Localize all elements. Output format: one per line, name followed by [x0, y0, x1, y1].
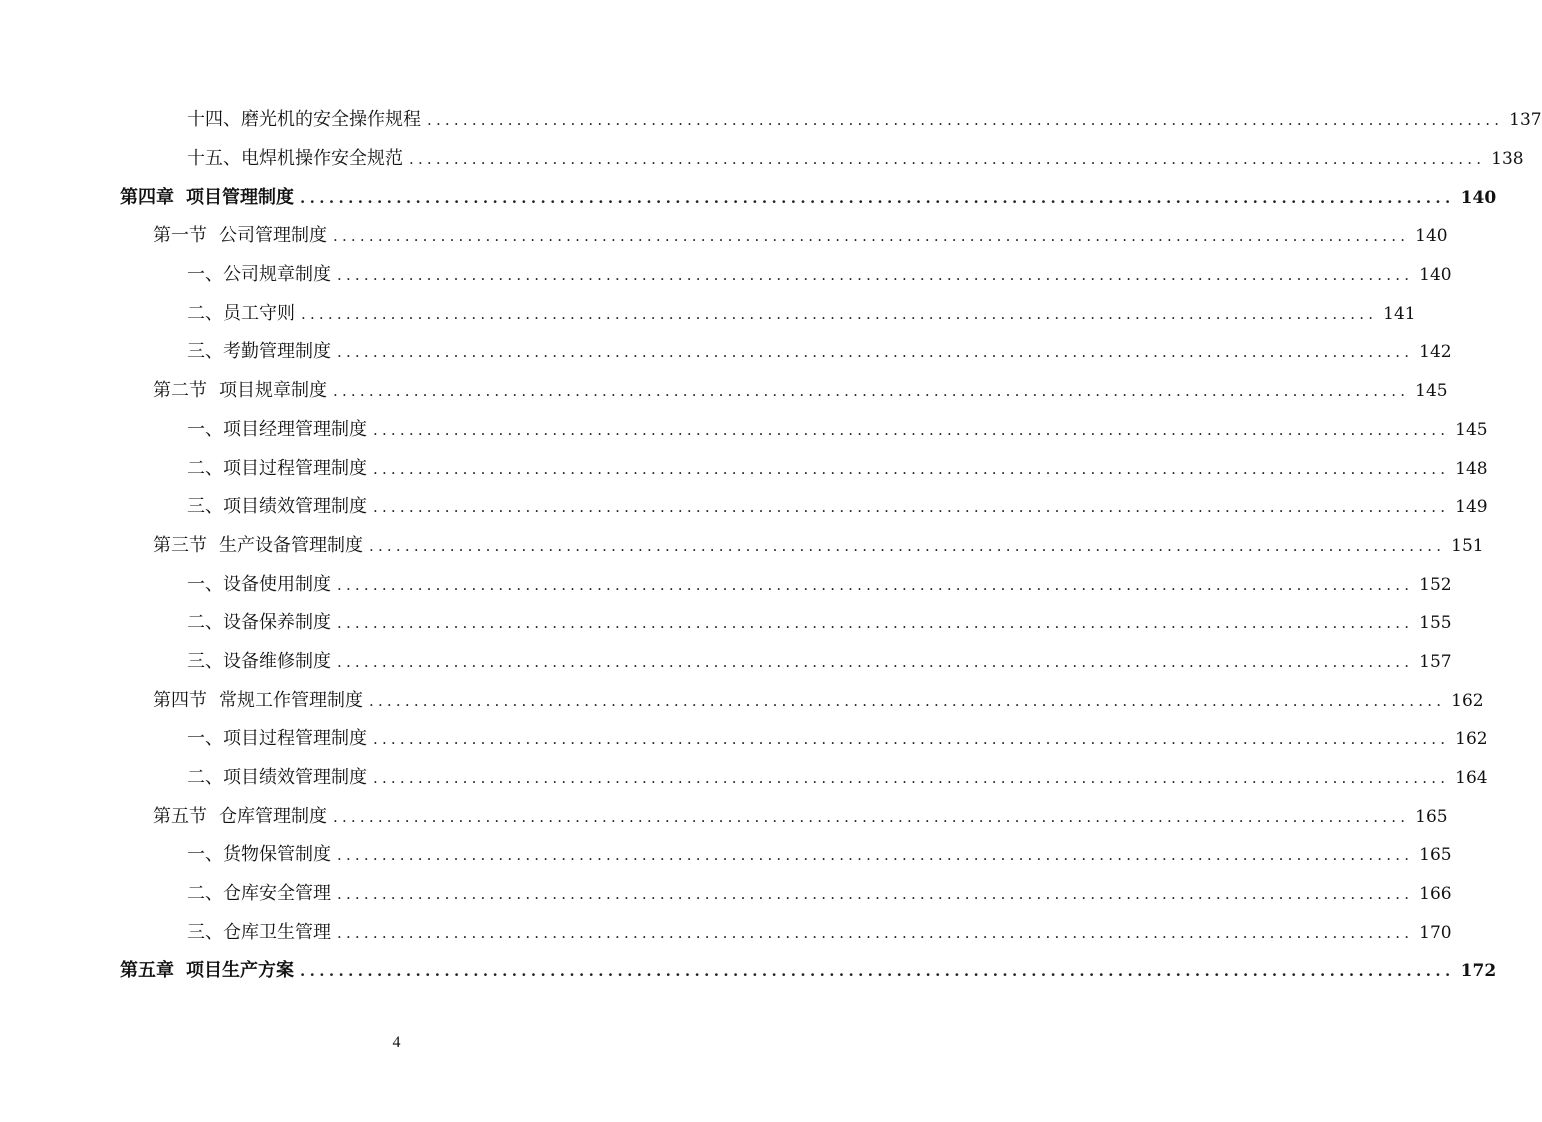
toc-dot-leader: ........................................................................................................................ [337, 652, 1414, 671]
toc-entry-text: 项目生产方案 [186, 960, 294, 982]
toc-subsection-entry[interactable] [0, 913, 1452, 952]
toc-entry-page: 137 [1509, 110, 1542, 131]
toc-subsection-entry[interactable] [0, 836, 1452, 875]
toc-dot-leader: ........................................................................................................................ [373, 420, 1450, 439]
toc-entry-text: 项目过程管理制度 [223, 728, 367, 750]
toc-entry-title [153, 225, 327, 247]
toc-entry-number: 二、 [187, 767, 223, 789]
toc-entry-title [120, 187, 294, 209]
toc-dot-leader: ........................................................................................................................ [300, 188, 1455, 207]
toc-entry-title [120, 960, 294, 982]
toc-entry-text: 设备使用制度 [223, 573, 331, 595]
toc-entry-page: 162 [1451, 690, 1484, 711]
toc-entry-number: 三、 [187, 341, 223, 363]
toc-section-entry[interactable] [0, 527, 1484, 566]
toc-entry-page: 140 [1415, 226, 1448, 247]
toc-entry-title [187, 767, 367, 789]
toc-entry-text: 电焊机操作安全规范 [241, 148, 403, 170]
toc-entry-title [187, 458, 367, 480]
toc-subsection-entry[interactable] [0, 759, 1488, 798]
toc-dot-leader: ........................................................................................................................ [373, 730, 1450, 749]
toc-entry-title [187, 148, 403, 170]
toc-chapter-entry[interactable] [0, 952, 1497, 991]
toc-entry-text: 员工守则 [223, 302, 295, 324]
toc-entry-number: 三、 [187, 496, 223, 518]
toc-dot-leader: ........................................................................................................................ [369, 691, 1446, 710]
toc-entry-number: 第五节 [153, 805, 207, 827]
toc-entry-page: 151 [1451, 535, 1484, 556]
toc-entry-page: 165 [1415, 806, 1448, 827]
toc-entry-number: 第四节 [153, 689, 207, 711]
toc-entry-text: 生产设备管理制度 [219, 534, 363, 556]
toc-entry-page: 165 [1419, 845, 1452, 866]
toc-entry-number: 十四、 [187, 109, 241, 131]
toc-entry-number: 一、 [187, 844, 223, 866]
toc-entry-page: 148 [1455, 458, 1488, 479]
toc-entry-page: 152 [1419, 574, 1452, 595]
toc-dot-leader: ........................................................................................................................ [337, 846, 1414, 865]
toc-subsection-entry[interactable] [0, 875, 1452, 914]
toc-dot-leader: ........................................................................................................................ [409, 150, 1486, 169]
toc-chapter-entry[interactable] [0, 178, 1497, 217]
toc-section-entry[interactable] [0, 372, 1448, 411]
toc-dot-leader: ........................................................................................................................ [337, 575, 1414, 594]
toc-entry-text: 常规工作管理制度 [219, 689, 363, 711]
toc-entry-title [187, 728, 367, 750]
toc-entry-number: 一、 [187, 418, 223, 440]
toc-section-entry[interactable] [0, 217, 1448, 256]
toc-dot-leader: ........................................................................................................................ [427, 111, 1504, 130]
toc-entry-title [153, 806, 327, 828]
toc-entry-page: 141 [1383, 303, 1416, 324]
toc-entry-text: 设备保养制度 [223, 612, 331, 634]
toc-section-entry[interactable] [0, 681, 1484, 720]
toc-entry-title [187, 612, 331, 634]
toc-dot-leader: ........................................................................................................................ [337, 885, 1414, 904]
toc-entry-number: 第五章 [120, 960, 174, 982]
toc-entry-text: 设备维修制度 [223, 650, 331, 672]
toc-subsection-entry[interactable] [0, 101, 1542, 140]
toc-entry-text: 公司规章制度 [223, 264, 331, 286]
toc-section-entry[interactable] [0, 797, 1448, 836]
toc-entry-page: 142 [1419, 342, 1452, 363]
toc-dot-leader: ........................................................................................................................ [333, 382, 1410, 401]
toc-subsection-entry[interactable] [0, 720, 1488, 759]
toc-subsection-entry[interactable] [0, 256, 1452, 295]
toc-entry-page: 172 [1460, 961, 1497, 982]
page-number: 4 [392, 1034, 401, 1051]
toc-entry-title [187, 109, 421, 131]
toc-entry-title [187, 419, 367, 441]
toc-entry-page: 157 [1419, 651, 1452, 672]
toc-dot-leader: ........................................................................................................................ [301, 304, 1378, 323]
toc-entry-text: 货物保管制度 [223, 844, 331, 866]
toc-entry-text: 磨光机的安全操作规程 [241, 109, 421, 131]
toc-entry-number: 第一节 [153, 225, 207, 247]
toc-entry-title [153, 535, 363, 557]
table-of-contents [0, 101, 1542, 991]
toc-entry-text: 项目经理管理制度 [223, 418, 367, 440]
toc-entry-text: 仓库管理制度 [219, 805, 327, 827]
toc-dot-leader: ........................................................................................................................ [333, 807, 1410, 826]
toc-entry-number: 第三节 [153, 534, 207, 556]
toc-entry-number: 三、 [187, 650, 223, 672]
toc-subsection-entry[interactable] [0, 294, 1416, 333]
toc-entry-page: 145 [1455, 419, 1488, 440]
toc-entry-number: 二、 [187, 612, 223, 634]
toc-entry-text: 仓库卫生管理 [223, 921, 331, 943]
toc-entry-number: 二、 [187, 457, 223, 479]
toc-subsection-entry[interactable] [0, 140, 1524, 179]
toc-entry-number: 一、 [187, 264, 223, 286]
toc-subsection-entry[interactable] [0, 488, 1488, 527]
toc-entry-number: 二、 [187, 302, 223, 324]
toc-entry-number: 三、 [187, 921, 223, 943]
toc-entry-text: 项目绩效管理制度 [223, 767, 367, 789]
toc-dot-leader: ........................................................................................................................ [373, 498, 1450, 517]
toc-dot-leader: ........................................................................................................................ [333, 227, 1410, 246]
toc-entry-number: 十五、 [187, 148, 241, 170]
toc-entry-title [187, 574, 331, 596]
toc-subsection-entry[interactable] [0, 411, 1488, 450]
toc-entry-text: 仓库安全管理 [223, 883, 331, 905]
toc-entry-page: 164 [1455, 768, 1488, 789]
toc-entry-page: 170 [1419, 922, 1452, 943]
toc-dot-leader: ........................................................................................................................ [373, 459, 1450, 478]
toc-dot-leader: ........................................................................................................................ [337, 266, 1414, 285]
toc-entry-number: 一、 [187, 573, 223, 595]
toc-dot-leader: ........................................................................................................................ [373, 769, 1450, 788]
toc-entry-text: 项目过程管理制度 [223, 457, 367, 479]
toc-entry-page: 149 [1455, 497, 1488, 518]
toc-entry-number: 第四章 [120, 186, 174, 208]
toc-subsection-entry[interactable] [0, 333, 1452, 372]
toc-dot-leader: ........................................................................................................................ [337, 614, 1414, 633]
toc-entry-title [187, 651, 331, 673]
toc-entry-title [187, 303, 295, 325]
toc-entry-title [187, 883, 331, 905]
toc-subsection-entry[interactable] [0, 565, 1452, 604]
toc-subsection-entry[interactable] [0, 643, 1452, 682]
toc-subsection-entry[interactable] [0, 449, 1488, 488]
toc-dot-leader: ........................................................................................................................ [337, 923, 1414, 942]
toc-entry-text: 项目绩效管理制度 [223, 496, 367, 518]
toc-entry-title [153, 690, 363, 712]
toc-entry-title [187, 496, 367, 518]
toc-entry-number: 二、 [187, 883, 223, 905]
toc-entry-page: 138 [1491, 149, 1524, 170]
toc-entry-page: 166 [1419, 884, 1452, 905]
toc-entry-title [187, 264, 331, 286]
toc-entry-number: 第二节 [153, 380, 207, 402]
toc-dot-leader: ........................................................................................................................ [300, 962, 1455, 981]
toc-entry-title [187, 341, 331, 363]
toc-entry-title [153, 380, 327, 402]
toc-entry-page: 145 [1415, 381, 1448, 402]
toc-entry-title [187, 844, 331, 866]
toc-entry-text: 项目管理制度 [186, 186, 294, 208]
toc-entry-text: 项目规章制度 [219, 380, 327, 402]
toc-entry-page: 162 [1455, 729, 1488, 750]
toc-entry-page: 140 [1419, 265, 1452, 286]
toc-entry-title [187, 922, 331, 944]
toc-dot-leader: ........................................................................................................................ [337, 343, 1414, 362]
toc-entry-text: 公司管理制度 [219, 225, 327, 247]
toc-subsection-entry[interactable] [0, 604, 1452, 643]
toc-entry-page: 140 [1460, 187, 1497, 208]
toc-entry-number: 一、 [187, 728, 223, 750]
toc-entry-text: 考勤管理制度 [223, 341, 331, 363]
toc-dot-leader: ........................................................................................................................ [369, 536, 1446, 555]
toc-entry-page: 155 [1419, 613, 1452, 634]
